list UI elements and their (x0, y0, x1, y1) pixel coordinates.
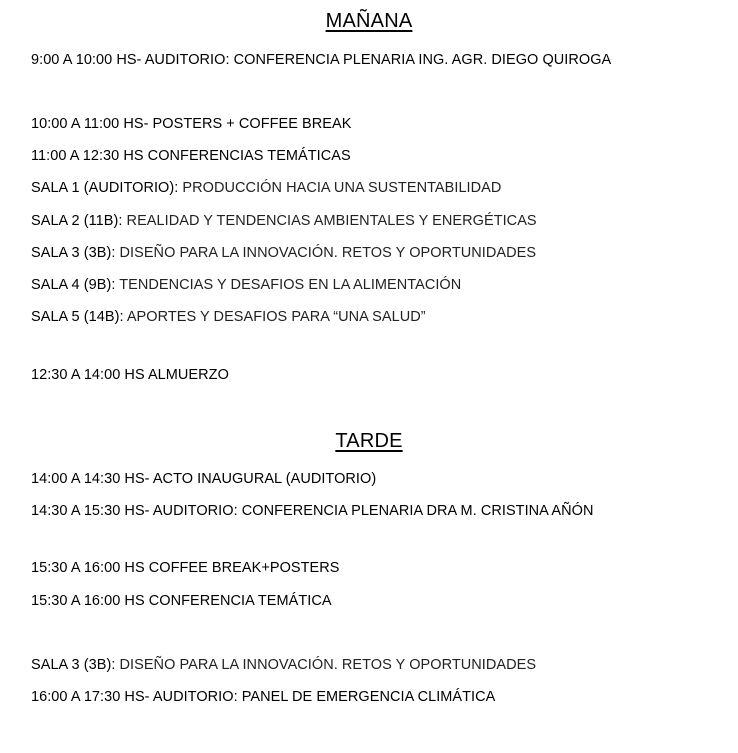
schedule-line-lunch: 12:30 A 14:00 HS ALMUERZO (31, 367, 229, 383)
sala-topic: PRODUCCIÓN HACIA UNA SUSTENTABILIDAD (178, 180, 502, 196)
sala-topic: REALIDAD Y TENDENCIAS AMBIENTALES Y ENERGÉTICAS (122, 213, 537, 229)
schedule-line-sala-3-afternoon (31, 657, 536, 673)
schedule-line-sala-4 (31, 277, 461, 293)
schedule-line-coffee-posters: 15:30 A 16:00 HS COFFEE BREAK+POSTERS (31, 560, 340, 576)
schedule-line-sala-5 (31, 309, 426, 325)
sala-topic: TENDENCIAS Y DESAFIOS EN LA ALIMENTACIÓN (115, 277, 462, 293)
schedule-line-thematic-conferences: 11:00 A 12:30 HS CONFERENCIAS TEMÁTICAS (31, 148, 351, 164)
sala-label: SALA 2 (11B): (31, 213, 123, 229)
schedule-line-sala-1 (31, 180, 501, 196)
sala-label: SALA 1 (AUDITORIO): (31, 180, 179, 196)
schedule-line-climate-panel: 16:00 A 17:30 HS- AUDITORIO: PANEL DE EMERGENCIA CLIMÁTICA (31, 689, 496, 705)
sala-topic: DISEÑO PARA LA INNOVACIÓN. RETOS Y OPORTUNIDADES (115, 657, 537, 673)
sala-label: SALA 4 (9B): (31, 277, 116, 293)
schedule-line-sala-2 (31, 213, 537, 229)
schedule-line-plenary-morning: 9:00 A 10:00 HS- AUDITORIO: CONFERENCIA PLENARIA ING. AGR. DIEGO QUIROGA (31, 52, 612, 68)
schedule-line-opening-act: 14:00 A 14:30 HS- ACTO INAUGURAL (AUDITORIO) (31, 471, 377, 487)
sala-label: SALA 5 (14B): (31, 309, 124, 325)
afternoon-heading: TARDE (335, 430, 403, 452)
sala-label: SALA 3 (3B): (31, 657, 116, 673)
schedule-line-posters-coffee: 10:00 A 11:00 HS- POSTERS + COFFEE BREAK (31, 116, 352, 132)
schedule-line-thematic-conference: 15:30 A 16:00 HS CONFERENCIA TEMÁTICA (31, 593, 332, 609)
sala-label: SALA 3 (3B): (31, 245, 116, 261)
morning-heading: MAÑANA (325, 10, 413, 32)
schedule-line-sala-3 (31, 245, 536, 261)
sala-topic: APORTES Y DESAFIOS PARA “UNA SALUD” (123, 309, 426, 325)
sala-topic: DISEÑO PARA LA INNOVACIÓN. RETOS Y OPORTUNIDADES (115, 245, 537, 261)
schedule-line-plenary-afternoon: 14:30 A 15:30 HS- AUDITORIO: CONFERENCIA PLENARIA DRA M. CRISTINA AÑÓN (31, 503, 594, 519)
